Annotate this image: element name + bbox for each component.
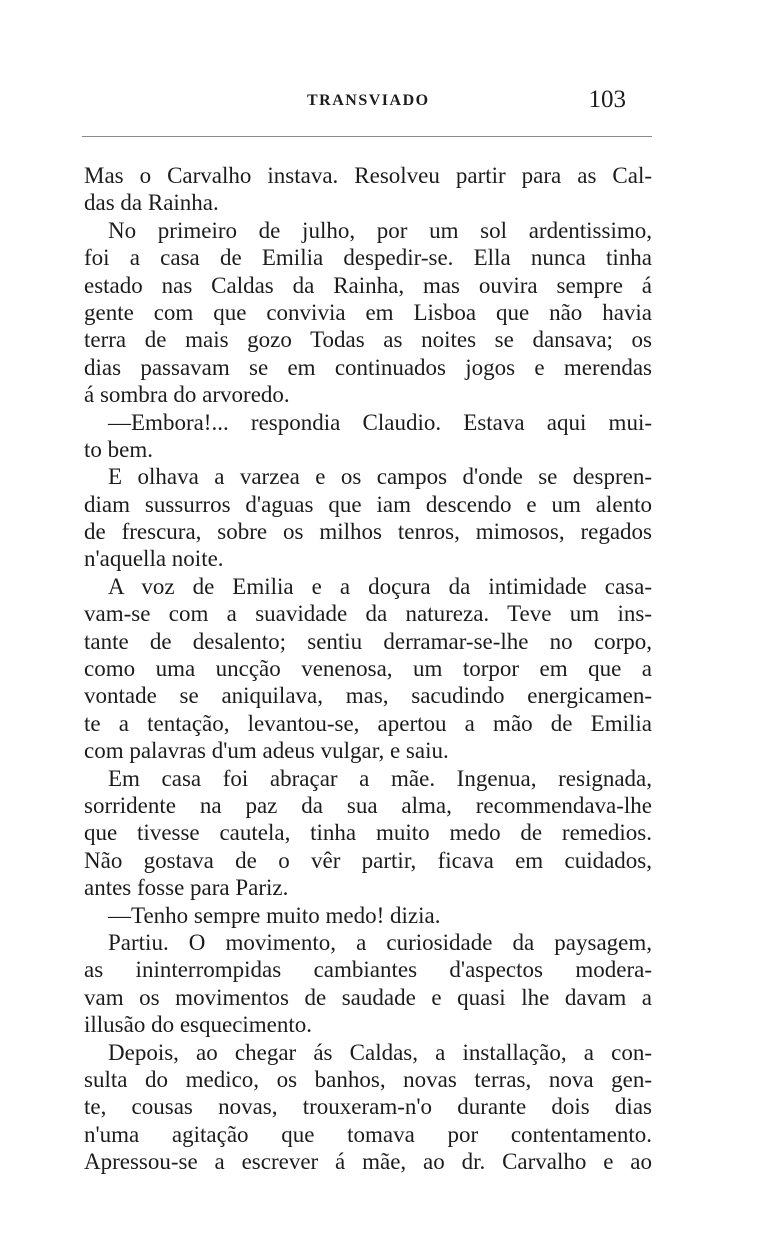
text-line: com palavras d'um adeus vulgar, e saiu. [84, 738, 449, 764]
header-rule [82, 136, 652, 137]
text-line: foi a casa de Emilia despedir-se. Ella nunca tinha [84, 245, 652, 271]
text-line: de frescura, sobre os milhos tenros, mimosos, regados [84, 519, 652, 545]
text-line: das da Rainha. [84, 190, 219, 216]
text-line: antes fosse para Pariz. [84, 875, 289, 901]
text-line: gente com que convivia em Lisboa que não havia [84, 299, 652, 325]
text-line: E olhava a varzea e os campos d'onde se despren- [108, 464, 652, 490]
text-line: illusão do esquecimento. [84, 1012, 313, 1038]
page-number: 103 [588, 86, 626, 113]
text-line: Partiu. O movimento, a curiosidade da paysagem, [108, 929, 652, 955]
text-line: vontade se aniquilava, mas, sacudindo energicamen- [84, 683, 652, 709]
text-line: estado nas Caldas da Rainha, mas ouvira sempre á [84, 272, 652, 298]
text-line: —Embora!... respondia Claudio. Estava aqui mui- [108, 409, 652, 435]
text-line: —Tenho sempre muito medo! dizia. [108, 902, 441, 928]
body-text [84, 162, 652, 1175]
text-line: vam os movimentos de saudade e quasi lhe davam a [84, 984, 652, 1010]
text-line: á sombra do arvoredo. [84, 382, 290, 408]
text-line: n'uma agitação que tomava por contentamento. [84, 1121, 652, 1147]
running-title: TRANSVIADO [307, 92, 430, 109]
text-line: tante de desalento; sentiu derramar-se-lhe no corpo, [84, 628, 652, 654]
text-line: sorridente na paz da sua alma, recommendava-lhe [84, 792, 652, 818]
text-line: te a tentação, levantou-se, apertou a mão de Emilia [84, 710, 652, 736]
text-line: Apressou-se a escrever á mãe, ao dr. Carvalho e ao [84, 1149, 652, 1175]
text-line: to bem. [84, 436, 153, 462]
text-line: Não gostava de o vêr partir, ficava em cuidados, [84, 847, 652, 873]
text-line: Depois, ao chegar ás Caldas, a installação, a con- [108, 1039, 652, 1065]
text-line: terra de mais gozo Todas as noites se dansava; os [84, 327, 652, 353]
text-line: sulta do medico, os banhos, novas terras, nova gen- [84, 1066, 652, 1092]
text-line: Em casa foi abraçar a mãe. Ingenua, resignada, [108, 765, 652, 791]
text-line: as ininterrompidas cambiantes d'aspectos modera- [84, 957, 652, 983]
text-line: dias passavam se em continuados jogos e merendas [84, 354, 652, 380]
text-line: Mas o Carvalho instava. Resolveu partir para as Cal- [84, 163, 652, 188]
text-line: te, cousas novas, trouxeram-n'o durante dois dias [84, 1094, 652, 1120]
text-line: que tivesse cautela, tinha muito medo de remedios. [84, 820, 652, 846]
text-line: como uma uncção venenosa, um torpor em que a [84, 656, 652, 682]
text-line: A voz de Emilia e a doçura da intimidade casa- [108, 573, 652, 599]
running-head [82, 86, 652, 120]
text-line: n'aquella noite. [84, 546, 224, 572]
text-line: No primeiro de julho, por um sol ardentissimo, [108, 217, 652, 243]
text-line: diam sussurros d'aguas que iam descendo e um alento [84, 491, 652, 517]
text-line: vam-se com a suavidade da natureza. Teve um ins- [84, 601, 652, 627]
